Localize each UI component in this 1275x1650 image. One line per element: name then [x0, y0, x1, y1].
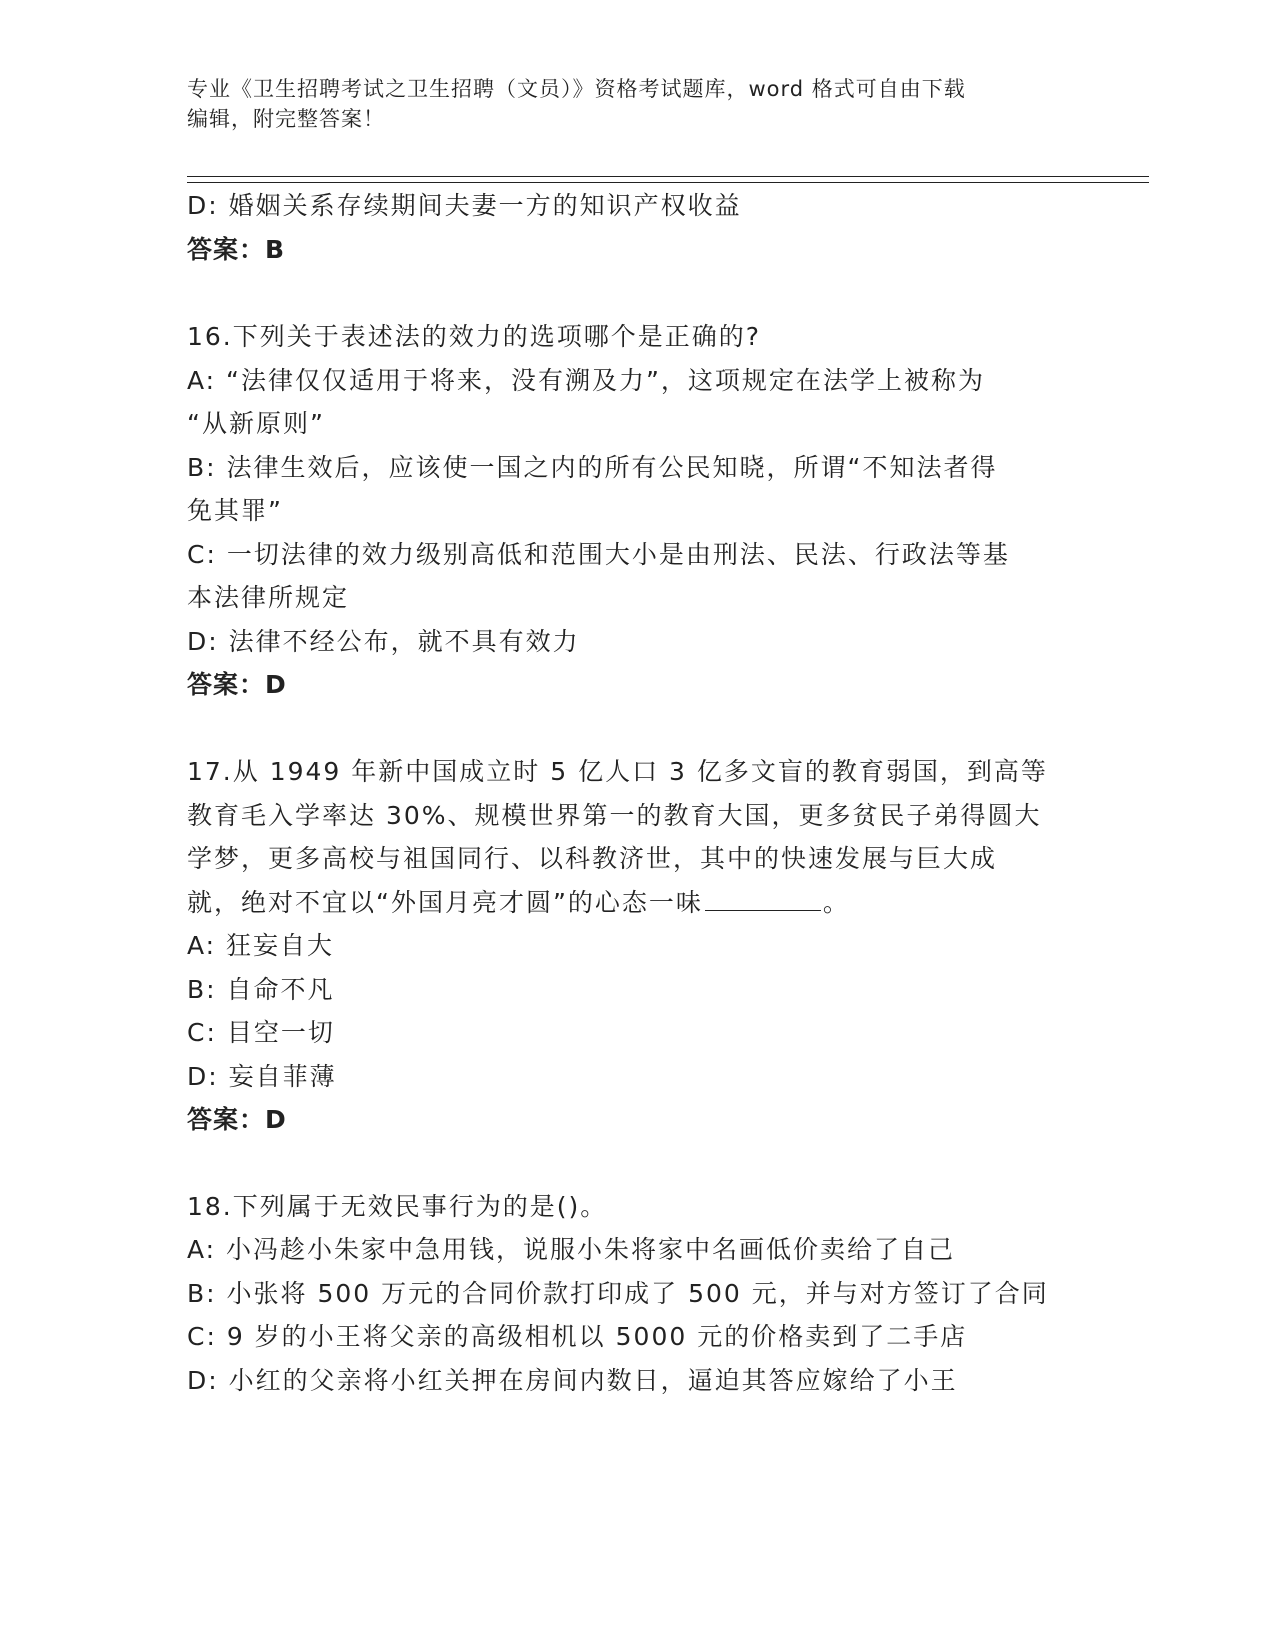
- q16-answer: 答案：D: [187, 670, 287, 699]
- q18-option-a: A: 小冯趁小朱家中急用钱，说服小朱将家中名画低价卖给了自己: [187, 1235, 956, 1264]
- q18-option-d: D: 小红的父亲将小红关押在房间内数日，逼迫其答应嫁给了小王: [187, 1366, 958, 1395]
- q16-option-b: B: 法律生效后，应该使一国之内的所有公民知晓，所谓“不知法者得: [187, 453, 998, 482]
- header-title-line1: 专业《卫生招聘考试之卫生招聘（文员）》资格考试题库，word 格式可自由下载: [187, 77, 966, 101]
- header-title-line2: 编辑，附完整答案！: [187, 107, 385, 131]
- q15-answer: 答案：B: [187, 235, 286, 264]
- header-divider-top: [187, 176, 1149, 177]
- answer-blank: [705, 888, 821, 911]
- q17-option-d: D: 妄自菲薄: [187, 1062, 337, 1091]
- header-title: [187, 74, 1087, 134]
- q17-answer: 答案：D: [187, 1105, 287, 1134]
- q17-option-b: B: 自命不凡: [187, 975, 335, 1004]
- q18-option-c: C: 9 岁的小王将父亲的高级相机以 5000 元的价格卖到了二手店: [187, 1322, 968, 1351]
- q17-question-line4-end: 。: [822, 888, 850, 917]
- header-divider-bottom: [187, 182, 1149, 183]
- q17-question-line4-text: 就，绝对不宜以“外国月亮才圆”的心态一味: [187, 888, 703, 917]
- q16-option-c-cont: 本法律所规定: [187, 583, 350, 612]
- q17-question-line2: 教育毛入学率达 30%、规模世界第一的教育大国，更多贫民子弟得圆大: [187, 801, 1042, 830]
- q17-question-line1: 17.从 1949 年新中国成立时 5 亿人口 3 亿多文盲的教育弱国，到高等: [187, 757, 1048, 786]
- q17-question-line3: 学梦，更多高校与祖国同行、以科教济世，其中的快速发展与巨大成: [187, 844, 998, 873]
- q16-option-a-cont: “从新原则”: [187, 409, 325, 438]
- q16-option-a: A: “法律仅仅适用于将来，没有溯及力”，这项规定在法学上被称为: [187, 366, 985, 395]
- q18-question: 18.下列属于无效民事行为的是()。: [187, 1192, 608, 1221]
- q16-option-c: C: 一切法律的效力级别高低和范围大小是由刑法、民法、行政法等基: [187, 540, 1010, 569]
- q16-question: 16.下列关于表述法的效力的选项哪个是正确的?: [187, 322, 762, 351]
- q17-option-a: A: 狂妄自大: [187, 931, 335, 960]
- q16-option-d: D: 法律不经公布，就不具有效力: [187, 627, 580, 656]
- q17-option-c: C: 目空一切: [187, 1018, 335, 1047]
- q17-question-line4: [187, 887, 850, 919]
- q16-option-b-cont: 免其罪”: [187, 496, 283, 525]
- q15-option-d: D: 婚姻关系存续期间夫妻一方的知识产权收益: [187, 191, 742, 220]
- q18-option-b: B: 小张将 500 万元的合同价款打印成了 500 元，并与对方签订了合同: [187, 1279, 1049, 1308]
